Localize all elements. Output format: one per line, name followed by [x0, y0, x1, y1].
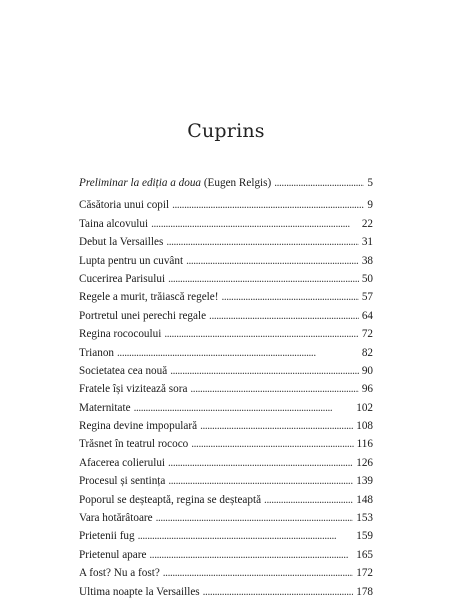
toc-entry	[79, 472, 373, 490]
dot-leader	[117, 344, 359, 362]
toc-entry-page: 90	[361, 364, 373, 377]
toc-entry	[79, 307, 373, 325]
toc-entry	[79, 233, 373, 251]
toc-entry-title: Vara hotărâtoare	[79, 512, 153, 525]
toc-entry-title: Regina rococoului	[79, 328, 162, 341]
page-title: Cuprins	[187, 120, 265, 142]
toc-entry	[79, 399, 373, 417]
toc-entry-title: Maternitate	[79, 401, 131, 414]
dot-leader	[221, 288, 358, 306]
toc-entry-page: 172	[356, 567, 373, 580]
toc-entry	[79, 491, 373, 509]
toc-entry-title: Taina alcovului	[79, 217, 149, 230]
toc-entry-page: 116	[356, 438, 373, 451]
dot-leader	[134, 399, 354, 417]
toc-entry-title-author: (Eugen Relgis)	[201, 177, 272, 189]
dot-leader	[190, 380, 358, 398]
toc-entry	[79, 288, 373, 306]
toc-entry-title: Regele a murit, trăiască regele!	[79, 291, 219, 304]
dot-leader	[138, 527, 354, 545]
dot-leader	[163, 564, 353, 582]
toc-entry-page: 139	[356, 475, 373, 488]
toc-entry	[79, 270, 373, 288]
toc-entry-page: 148	[356, 493, 373, 506]
toc-entry-page: 153	[356, 512, 373, 525]
toc-entry-title: Lupta pentru un cuvânt	[79, 254, 184, 267]
dot-leader	[209, 307, 359, 325]
toc-entry-title: Poporul se deșteaptă, regina se deșteaptă	[79, 493, 262, 506]
toc-entry	[79, 583, 373, 601]
toc-entry-title: Debut la Versailles	[79, 236, 164, 249]
toc-entry	[79, 380, 373, 398]
toc-entry-page: 31	[361, 236, 373, 249]
toc-entry-page: 72	[361, 328, 373, 341]
dot-leader	[149, 546, 353, 564]
toc-entry	[79, 454, 373, 472]
toc-entry-page: 165	[356, 548, 373, 561]
toc-entry-title-italic: Preliminar la ediția a doua	[79, 177, 202, 189]
toc-entry-title	[79, 174, 271, 192]
toc-entry-page: 108	[356, 420, 373, 433]
toc-entry-title: Afacerea colierului	[79, 456, 166, 469]
toc-entry-title: Prietenii fug	[79, 530, 135, 543]
dot-leader	[274, 174, 364, 192]
toc-entry-page: 82	[361, 346, 373, 359]
toc-entry-title: Societatea cea nouă	[79, 364, 168, 377]
dot-leader	[164, 325, 358, 343]
toc-entry-page: 38	[361, 254, 373, 267]
table-of-contents	[79, 174, 373, 601]
dot-leader	[168, 472, 353, 490]
toc-entry-title: Regina devine impopulară	[79, 420, 198, 433]
dot-leader	[168, 454, 353, 472]
toc-entry-page: 96	[361, 383, 373, 396]
toc-entry-title: Procesul și sentința	[79, 475, 166, 488]
toc-entry	[79, 196, 373, 214]
toc-entry-page: 159	[356, 530, 373, 543]
dot-leader	[172, 196, 364, 214]
toc-entry	[79, 527, 373, 545]
toc-entry	[79, 325, 373, 343]
toc-entry-preface	[79, 174, 373, 192]
toc-entry	[79, 509, 373, 527]
toc-entry-page: 57	[361, 291, 373, 304]
toc-entry-title: Portretul unei perechi regale	[79, 309, 207, 322]
toc-entry-page: 5	[367, 177, 373, 189]
dot-leader	[166, 233, 359, 251]
toc-entry-page: 50	[361, 272, 373, 285]
toc-entry-page: 178	[356, 585, 373, 598]
dot-leader	[151, 215, 359, 233]
toc-entry	[79, 435, 373, 453]
dot-leader	[186, 252, 359, 270]
dot-leader	[203, 583, 354, 601]
toc-entry-title: Trianon	[79, 346, 115, 359]
toc-entry-title: Trăsnet în teatrul rococo	[79, 438, 189, 451]
dot-leader	[170, 362, 359, 380]
toc-entry-page: 9	[367, 199, 373, 212]
toc-entry-title: Fratele își vizitează sora	[79, 383, 188, 396]
toc-entry-title: Căsătoria unui copil	[79, 199, 170, 212]
dot-leader	[191, 435, 353, 453]
toc-entry-title: Prietenul apare	[79, 548, 147, 561]
toc-entry-page: 64	[361, 309, 373, 322]
toc-entry-title: Cucerirea Parisului	[79, 272, 166, 285]
toc-entry	[79, 417, 373, 435]
toc-entry-page: 22	[361, 217, 373, 230]
toc-entry-title: Ultima noapte la Versailles	[79, 585, 200, 598]
toc-entry-page: 126	[356, 456, 373, 469]
dot-leader	[200, 417, 353, 435]
toc-entry	[79, 362, 373, 380]
dot-leader	[156, 509, 354, 527]
dot-leader	[168, 270, 359, 288]
toc-entry	[79, 252, 373, 270]
toc-entry-title: A fost? Nu a fost?	[79, 567, 160, 580]
dot-leader	[264, 491, 353, 509]
toc-entry-page: 102	[356, 401, 373, 414]
toc-entry	[79, 546, 373, 564]
toc-entry	[79, 215, 373, 233]
toc-entry	[79, 564, 373, 582]
toc-entry	[79, 344, 373, 362]
